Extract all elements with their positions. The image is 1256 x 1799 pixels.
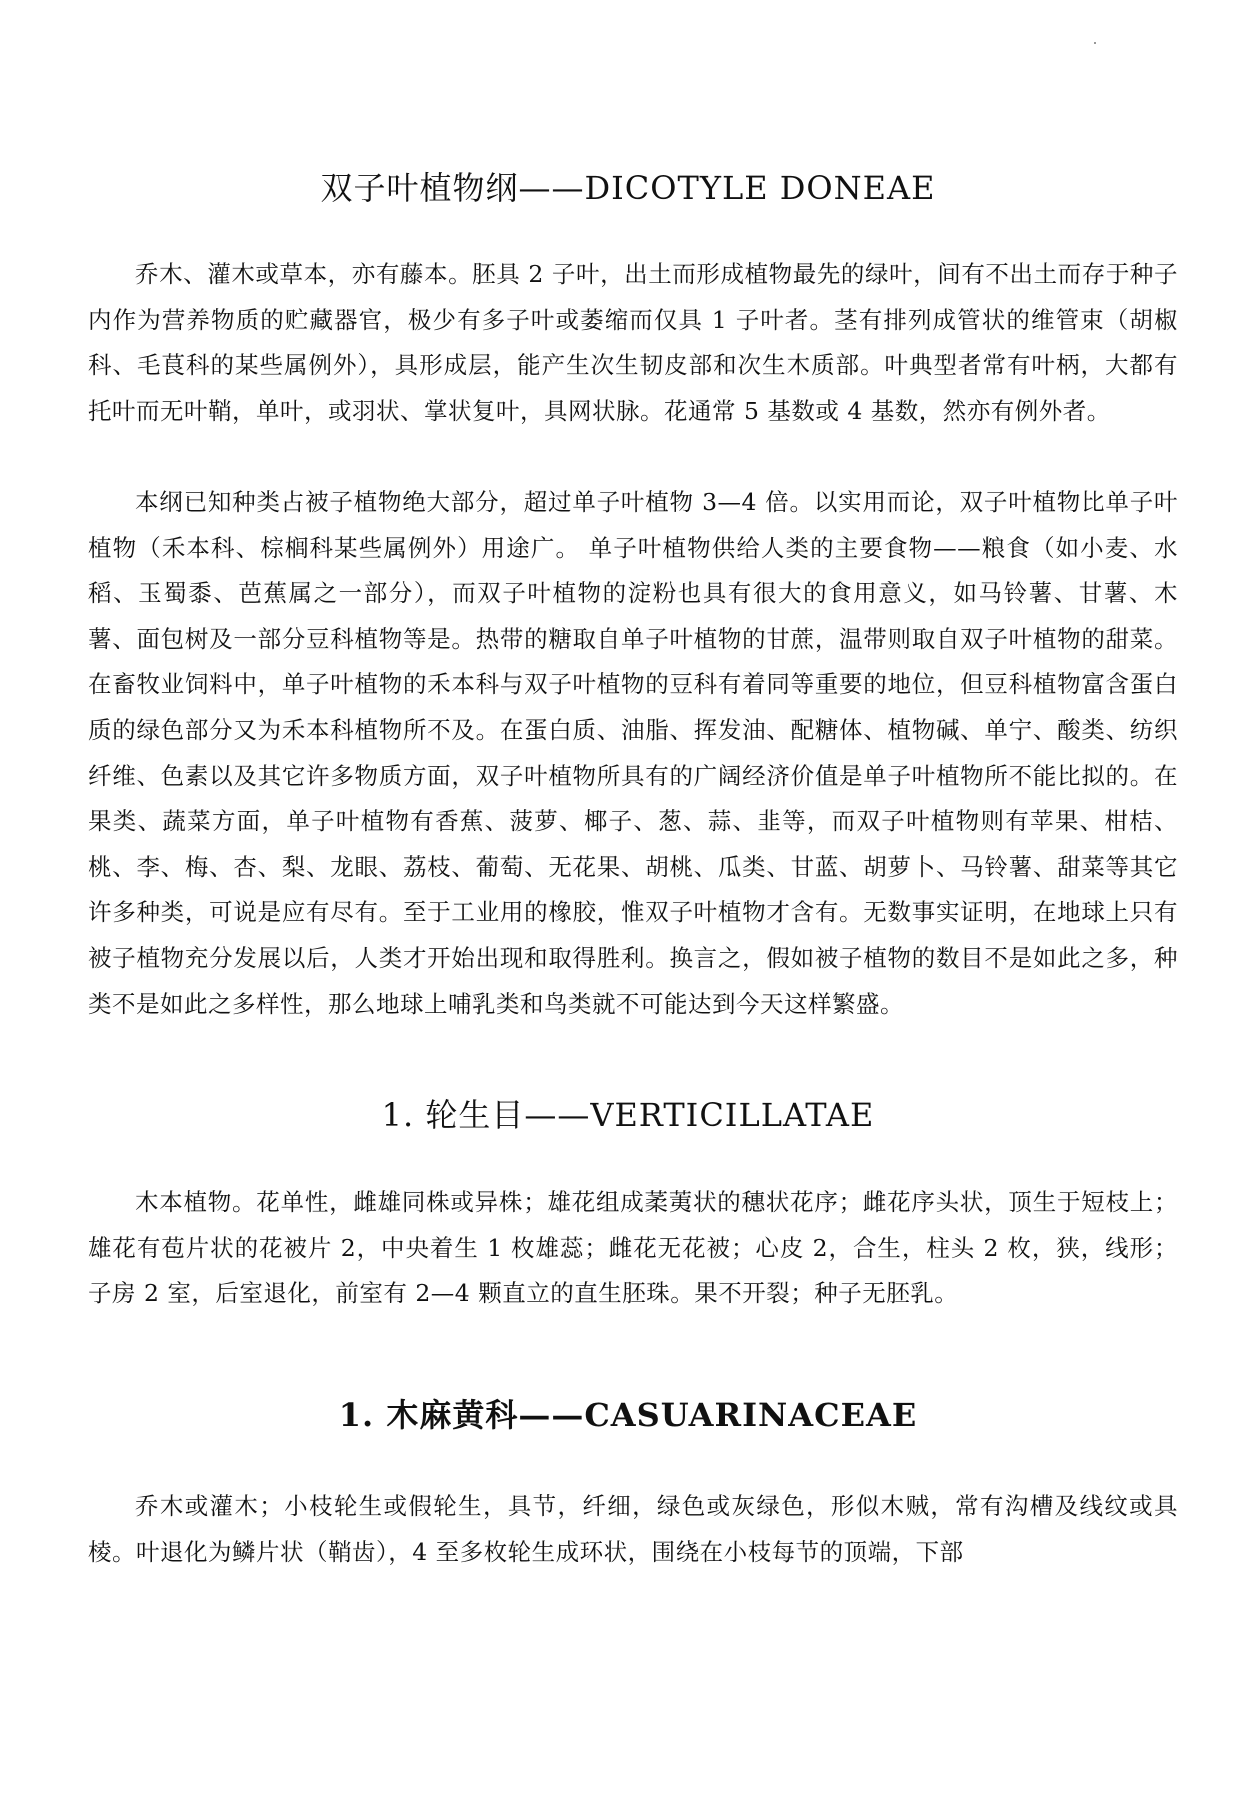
family-heading: 1. 木麻黄科——CASUARINACEAE — [338, 1396, 918, 1434]
order-heading: 1. 轮生目——VERTICILLATAE — [381, 1096, 875, 1134]
class-heading: 双子叶植物纲——DICOTYLE DONEAE — [320, 169, 936, 207]
class-paragraph-1: 乔木、灌木或草本，亦有藤本。胚具 2 子叶，出土而形成植物最先的绿叶，间有不出土而存于种子内作为营养物质的贮藏器官，极少有多子叶或萎缩而仅具 1 子叶者。茎有排列成管状的维管束（胡椒科、毛茛科的某些属例外），具形成层，能产生次生韧皮部和次生木质部。叶典型者常有叶柄，大都有托叶而无叶鞘，单叶，或羽状、掌状复叶，具网状脉。花通常 5 基数或 4 基数，然亦有例外者。 — [88, 260, 1178, 425]
family-paragraph: 乔木或灌木；小枝轮生或假轮生，具节，纤细，绿色或灰绿色，形似木贼，常有沟槽及线纹或具棱。叶退化为鳞片状（鞘齿），4 至多枚轮生成环状，围绕在小枝每节的顶端，下部 — [88, 1492, 1178, 1566]
class-paragraph-2: 本纲已知种类占被子植物绝大部分，超过单子叶植物 3—4 倍。以实用而论，双子叶植物比单子叶植物（禾本科、棕榈科某些属例外）用途广。 单子叶植物供给人类的主要食物——粮食（如小麦、水稻、玉蜀黍、芭蕉属之一部分），而双子叶植物的淀粉也具有很大的食用意义，如马铃薯、甘薯、木薯、面包树及一部分豆科植物等是。热带的糖取自单子叶植物的甘蔗，温带则取自双子叶植物的甜菜。在畜牧业饲料中，单子叶植物的禾本科与双子叶植物的豆科有着同等重要的地位，但豆科植物富含蛋白质的绿色部分又为禾本科植物所不及。在蛋白质、油脂、挥发油、配糖体、植物碱、单宁、酸类、纺织纤维、色素以及其它许多物质方面，双子叶植物所具有的广阔经济价值是单子叶植物所不能比拟的。在果类、蔬菜方面，单子叶植物有香蕉、菠萝、椰子、葱、蒜、韭等，而双子叶植物则有苹果、柑桔、桃、李、梅、杏、梨、龙眼、荔枝、葡萄、无花果、胡桃、瓜类、甘蓝、胡萝卜、马铃薯、甜菜等其它许多种类，可说是应有尽有。至于工业用的橡胶，惟双子叶植物才含有。无数事实证明，在地球上只有被子植物充分发展以后，人类才开始出现和取得胜利。换言之，假如被子植物的数目不是如此之多，种类不是如此之多样性，那么地球上哺乳类和鸟类就不可能达到今天这样繁盛。 — [88, 488, 1178, 1018]
order-paragraph: 木本植物。花单性，雌雄同株或异株；雄花组成葇荑状的穗状花序；雌花序头状，顶生于短枝上；雄花有苞片状的花被片 2，中央着生 1 枚雄蕊；雌花无花被；心皮 2，合生，柱头 2 枚，狭，线形；子房 2 室，后室退化，前室有 2—4 颗直立的直生胚珠。果不开裂；种子无胚乳。 — [88, 1188, 1178, 1308]
scan-speck — [1094, 42, 1096, 44]
